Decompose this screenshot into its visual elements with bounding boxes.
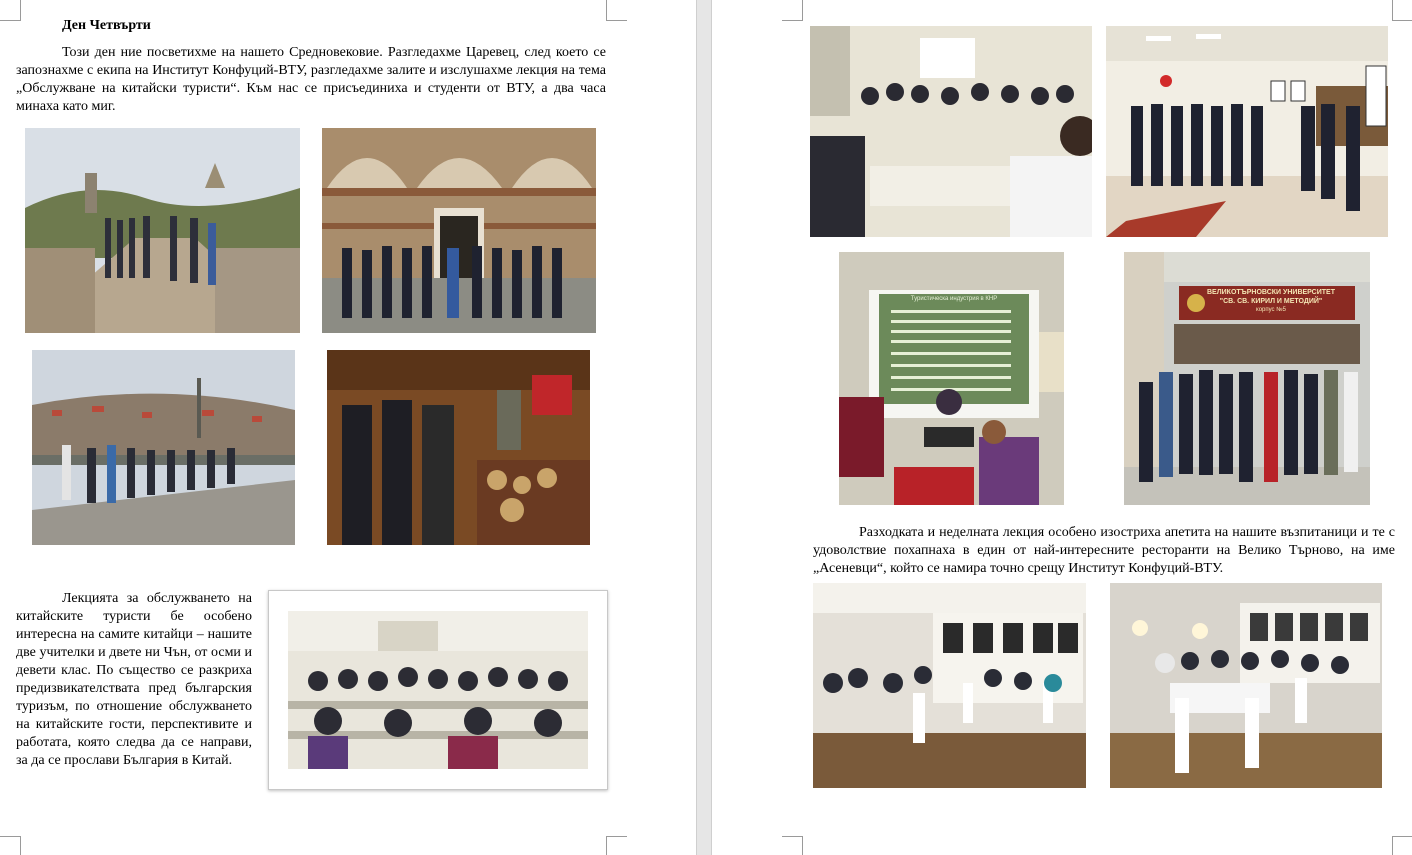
photo-classroom-projector bbox=[810, 26, 1092, 237]
lecture-paragraph-text: Лекцията за обслужването на китайските туристи бе особено интересна на самите китайци – нашите две учителки и двете ни Чън, от осми и девети клас. По същество се разкриха предизвикателствата пред българския туризъм, по отношение обслужването на китайските гости, перспективите и работата, която следва да се направи, за да се прослави България в Китай. bbox=[16, 591, 252, 768]
section-heading: Ден Четвърти bbox=[62, 18, 151, 33]
photo-restaurant-1 bbox=[813, 583, 1086, 788]
photo-city-view bbox=[32, 350, 295, 545]
right-page bbox=[712, 0, 1412, 855]
crop-mark bbox=[606, 0, 627, 21]
restaurant-paragraph bbox=[813, 524, 1395, 578]
photo-university-building bbox=[1124, 252, 1370, 505]
crop-mark bbox=[1392, 0, 1412, 21]
photo-lecture-audience bbox=[288, 611, 588, 769]
intro-paragraph-text: Този ден ние посветихме на нашето Средновековие. Разгледахме Царевец, след което се запознахме с екипа на Институт Конфуций-ВТУ, разгледахме залите и изслушахме лекция на тема „Обслужване на китайски туристи“. Към нас се присъединиха и студенти от ВТУ, а два часа минаха като миг. bbox=[16, 45, 606, 114]
sign-line-2: "СВ. СВ. КИРИЛ И МЕТОДИЙ" bbox=[1219, 298, 1323, 305]
slide-title: Туристическа индустрия в КНР bbox=[910, 296, 998, 302]
crop-mark bbox=[0, 0, 21, 21]
sign-line-1: ВЕЛИКОТЪРНОВСКИ УНИВЕРСИТЕТ bbox=[1207, 289, 1335, 296]
crop-mark bbox=[782, 836, 803, 855]
crop-mark bbox=[0, 836, 21, 855]
crop-mark bbox=[1392, 836, 1412, 855]
crop-mark bbox=[782, 0, 803, 21]
page-gutter bbox=[696, 0, 712, 855]
intro-paragraph bbox=[16, 44, 606, 116]
lecture-paragraph bbox=[16, 590, 252, 770]
photo-tsarevets-bridge bbox=[25, 128, 300, 333]
left-page bbox=[0, 0, 696, 855]
photo-group-hall bbox=[1106, 26, 1388, 237]
sign-line-3: корпус №5 bbox=[1256, 307, 1286, 313]
restaurant-paragraph-text: Разходката и неделната лекция особено изостриха апетита на нашите възпитаници и те с удоволствие похапнаха в един от най-интересните ресторанти на Велико Търново, на име „Асеневци“, който се намира точно срещу Институт Конфуций-ВТУ. bbox=[813, 525, 1395, 576]
university-sign bbox=[1186, 288, 1356, 314]
photo-restaurant-2 bbox=[1110, 583, 1382, 788]
photo-lecture-slide bbox=[839, 252, 1064, 505]
photo-frame bbox=[268, 590, 608, 790]
photo-souvenir-shop bbox=[327, 350, 590, 545]
photo-church-group bbox=[322, 128, 596, 333]
crop-mark bbox=[606, 836, 627, 855]
